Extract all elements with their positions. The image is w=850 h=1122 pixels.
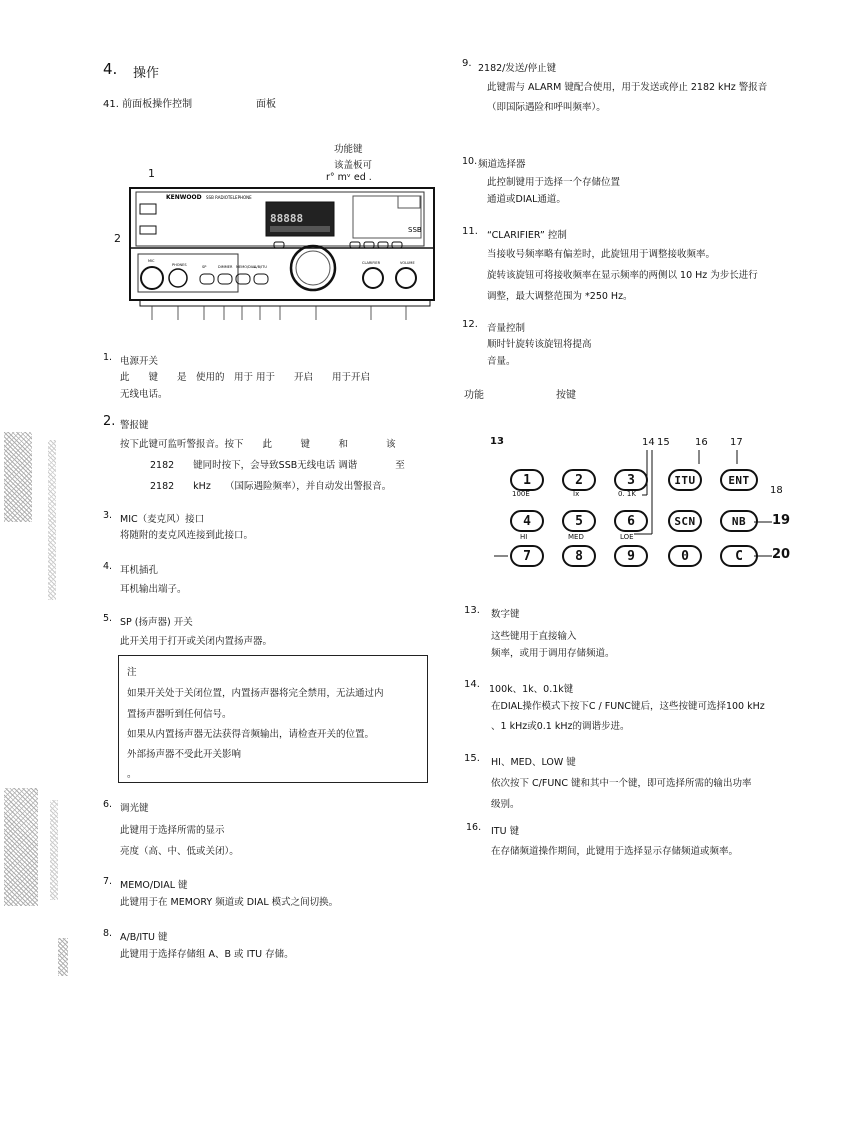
item-14-line-2: 、1 kHz或0.1 kHz的调谐步进。 [491,721,630,732]
key-scn[interactable]: SCN [668,510,702,532]
item-10-line-1: 此控制键用于选择一个存储位置 [487,177,621,188]
item-13-num: 13. [464,605,480,616]
item-6-num: 6. [103,799,113,810]
item-1-line-1: 此 键 是 使用的 用于 用于 开启 用于开启 [120,372,371,383]
item-6-title: 调光键 [120,803,149,814]
item-3-line-1: 将随附的麦克风连接到此接口。 [120,530,254,541]
item-3-num: 3. [103,510,113,521]
key-0[interactable]: 0 [668,545,702,567]
svg-text:88888: 88888 [270,212,304,225]
note-box [118,655,428,783]
item-4-title: 耳机插孔 [120,565,159,576]
key-7[interactable]: 7 [510,545,544,567]
key-1[interactable]: 1 [510,469,544,491]
item-9-line-2: （即国际遇险和呼叫频率）。 [487,102,606,113]
item-10-title: 频道选择器 [478,159,526,170]
note-line-3: 如果从内置扬声器无法获得音频输出，请检查开关的位置。 [127,729,375,740]
item-2-title: 警报键 [120,420,149,431]
scan-artifact-4 [50,800,58,900]
item-12-num: 12. [462,319,478,330]
knob-label-dimmer: DIMMER [218,265,233,269]
function-keys-left: 功能 [464,390,484,401]
item-1-title: 电源开关 [120,356,159,367]
callout-17: 17 [730,437,743,448]
item-4-line-1: 耳机输出端子。 [120,584,187,595]
callout-19: 19 [772,513,791,528]
sublabel-low: LOE [620,533,634,541]
item-13-line-1: 这些键用于直接输入 [491,631,577,642]
key-nb[interactable]: NB [720,510,758,532]
knob-label-phones: PHONES [172,263,187,267]
item-16-title: ITU 键 [491,826,520,837]
item-12-line-2: 音量。 [487,356,516,367]
callout-line-2: 该盖板可 [334,160,373,171]
ssb-text: SSB [408,226,422,234]
item-1-line-2: 无线电话。 [120,389,168,400]
item-11-line-2: 旋转该旋钮可将接收频率在显示频率的两侧以 10 Hz 为步长进行 [487,270,758,281]
item-14-num: 14. [464,679,480,690]
section-title: 操作 [133,66,160,81]
key-8[interactable]: 8 [562,545,596,567]
scan-artifact-5 [58,938,68,976]
knob-label-abitu: A/B/ITU [254,265,267,269]
item-8-title: A/B/ITU 键 [120,932,168,943]
key-itu[interactable]: ITU [668,469,702,491]
item-11-num: 11. [462,226,478,237]
item-10-line-2: 通道或DIAL通道。 [487,194,566,205]
item-9-num: 9. [462,58,472,69]
item-10-num: 10. [462,156,478,167]
callout-13: 13 [490,436,504,447]
callout-line-1: 功能键 [334,144,363,155]
key-9[interactable]: 9 [614,545,648,567]
item-2-line-1: 按下此键可监听警报音。按下 此 键 和 该 [120,439,396,450]
subheading-right: 面板 [256,99,276,110]
note-line-4: 外部扬声器不受此开关影响 [127,749,242,760]
key-c[interactable]: C [720,545,758,567]
callout-16: 16 [695,437,708,448]
knob-label-volume: VOLUME [400,261,415,265]
item-14-line-1: 在DIAL操作模式下按下C / FUNC键后，这些按键可选择100 kHz [491,701,765,712]
item-6-line-1: 此键用于选择所需的显示 [120,825,225,836]
item-7-title: MEMO/DIAL 键 [120,880,188,891]
note-line-2: 置扬声器听到任何信号。 [127,709,232,720]
item-7-num: 7. [103,876,113,887]
item-3-title: MIC（麦克风）接口 [120,514,205,525]
knob-label-sp: SP [202,265,207,269]
item-16-line-1: 在存储频道操作期间，此键用于选择显示存储频道或频率。 [491,846,739,857]
figure-label-1: 1 [148,167,155,180]
scan-artifact-2 [48,440,56,600]
note-title: 注 [127,667,137,678]
scan-artifact-3 [4,788,38,906]
item-15-title: HI、MED、LOW 键 [491,757,576,768]
key-3[interactable]: 3 [614,469,648,491]
item-15-num: 15. [464,753,480,764]
item-4-num: 4. [103,561,113,572]
item-5-line-1: 此开关用于打开或关闭内置扬声器。 [120,636,273,647]
knob-label-clarifier: CLARIFIER [362,261,381,265]
section-number: 4. [103,60,118,78]
callout-line-3: r° mᵛ ed . [326,172,372,183]
item-15-line-1: 依次按下 C/FUNC 键和其中一个键，即可选择所需的输出功率 [491,778,752,789]
note-line-5: 。 [127,769,137,780]
key-5[interactable]: 5 [562,510,596,532]
item-8-num: 8. [103,928,113,939]
item-14-title: 100k、1k、0.1k键 [489,684,574,695]
item-15-line-2: 级别。 [491,799,520,810]
callout-14: 14 [642,437,655,448]
knob-label-memo: MEMO/DIAL [236,265,257,269]
callout-15: 15 [657,437,670,448]
key-4[interactable]: 4 [510,510,544,532]
item-2-num: 2. [103,414,116,429]
sublabel-med: MED [568,533,584,541]
brand-text: KENWOOD [166,194,202,201]
key-ent[interactable]: ENT [720,469,758,491]
item-13-line-2: 频率，或用于调用存储频道。 [491,648,615,659]
figure-label-2: 2 [114,232,121,245]
item-12-line-1: 顺时针旋转该旋钮将提高 [487,339,592,350]
key-2[interactable]: 2 [562,469,596,491]
item-2-line-2: 2182 键同时按下，会导致SSB无线电话 调谐 至 [150,460,405,471]
item-9-title: 2182/发送/停止键 [478,63,557,74]
item-11-line-3: 调整，最大调整范围为 *250 Hz。 [487,291,633,302]
radio-front-panel-illustration [128,182,438,322]
item-5-num: 5. [103,613,113,624]
key-6[interactable]: 6 [614,510,648,532]
item-5-title: SP (扬声器) 开关 [120,617,193,628]
item-1-num: 1. [103,352,113,363]
sublabel-01k: 0. 1K [618,490,636,498]
sublabel-100e: 100E [512,490,530,498]
item-13-title: 数字键 [491,609,520,620]
subheading-left: 41. 前面板操作控制 [103,99,193,110]
note-line-1: 如果开关处于关闭位置，内置扬声器将完全禁用，无法通过内 [127,688,384,699]
function-keys-right: 按键 [556,390,576,401]
callout-20: 20 [772,547,791,562]
callout-18: 18 [770,485,783,496]
sublabel-1k: Ix [573,490,580,498]
item-6-line-2: 亮度（高、中、低或关闭）。 [120,846,239,857]
item-12-title: 音量控制 [487,323,526,334]
item-7-line-1: 此键用于在 MEMORY 频道或 DIAL 模式之间切换。 [120,897,339,908]
item-11-line-1: 当接收号频率略有偏差时，此旋钮用于调整接收频率。 [487,249,716,260]
item-16-num: 16. [466,822,482,833]
item-8-line-1: 此键用于选择存储组 A、B 或 ITU 存储。 [120,949,294,960]
sublabel-hi: HI [520,533,528,541]
model-text: SSB RADIOTELEPHONE [206,195,252,200]
item-9-line-1: 此键需与 ALARM 键配合使用，用于发送或停止 2182 kHz 警报音 [487,82,768,93]
knob-label-mic: MIC [148,259,155,263]
scan-artifact-1 [4,432,32,522]
item-11-title: “CLARIFIER” 控制 [487,230,567,241]
item-2-line-3: 2182 kHz （国际遇险频率），并自动发出警报音。 [150,481,392,492]
